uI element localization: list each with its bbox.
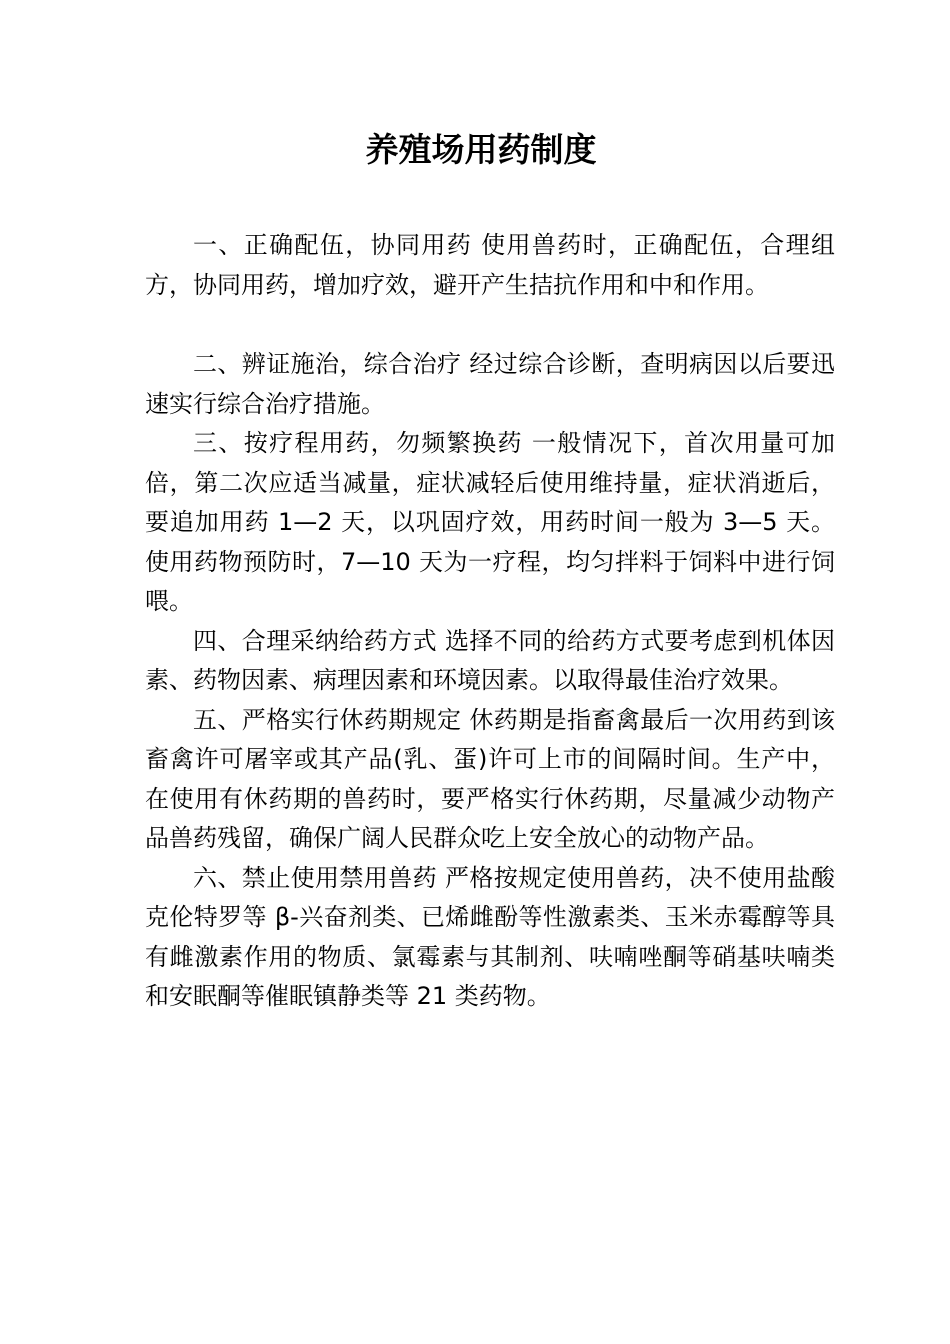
paragraph-block-first [145, 226, 835, 305]
paragraph-block-rest [145, 345, 835, 1017]
paragraph-5: 五、严格实行休药期规定 休药期是指畜禽最后一次用药到该畜禽许可屠宰或其产品(乳、蛋)许可上市的间隔时间。生产中，在使用有休药期的兽药时，要严格实行休药期，尽量减少动物产品兽药残留，确保广阔人民群众吃上安全放心的动物产品。 [145, 705, 835, 852]
paragraph-1: 一、正确配伍，协同用药 使用兽药时，正确配伍，合理组方，协同用药，增加疗效，避开产生拮抗作用和中和作用。 [145, 231, 835, 299]
paragraph-4: 四、合理采纳给药方式 选择不同的给药方式要考虑到机体因素、药物因素、病理因素和环境因素。以取得最佳治疗效果。 [145, 626, 835, 694]
document-title: 养殖场用药制度 [365, 130, 597, 169]
paragraph-3: 三、按疗程用药，勿频繁换药 一般情况下，首次用量可加倍，第二次应适当减量，症状减轻后使用维持量，症状消逝后，要追加用药 1—2 天，以巩固疗效，用药时间一般为 3—5 天。使用药物预防时，7—10 天为一疗程，均匀拌料于饲料中进行饲喂。 [145, 429, 835, 615]
paragraph-6: 六、禁止使用禁用兽药 严格按规定使用兽药，决不使用盐酸克伦特罗等 β-兴奋剂类、已烯雌酚等性激素类、玉米赤霉醇等具有雌激素作用的物质、氯霉素与其制剂、呋喃唑酮等硝基呋喃类和安眠酮等催眠镇静类等 21 类药物。 [145, 863, 835, 1010]
paragraph-2: 二、辨证施治，综合治疗 经过综合诊断，查明病因以后要迅速实行综合治疗措施。 [145, 350, 835, 418]
